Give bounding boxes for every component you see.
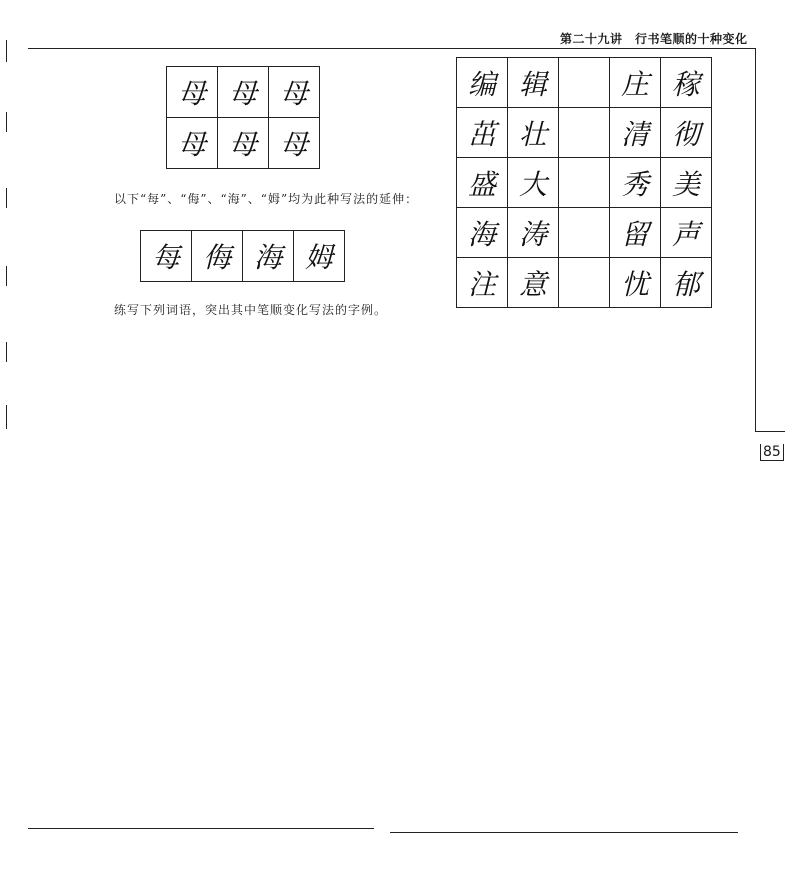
grid-cell: 忧 (610, 258, 661, 308)
practice-word-grid (456, 57, 712, 308)
page-edge-mark (6, 112, 7, 132)
extension-character-grid (140, 230, 345, 282)
grid-cell: 彻 (661, 108, 712, 158)
grid-row (457, 158, 712, 208)
grid-cell: 母 (167, 67, 218, 118)
page-edge-mark (6, 40, 7, 62)
grid-row (457, 108, 712, 158)
grid-cell: 涛 (508, 208, 559, 258)
grid-row (457, 58, 712, 108)
grid-cell: 稼 (661, 58, 712, 108)
grid-cell: 姆 (294, 231, 345, 282)
grid-row (167, 67, 320, 118)
grid-cell: 辑 (508, 58, 559, 108)
grid-cell: 茁 (457, 108, 508, 158)
grid-row (457, 208, 712, 258)
grid-cell (559, 108, 610, 158)
grid-row (457, 258, 712, 308)
grid-cell: 每 (141, 231, 192, 282)
grid-cell (559, 208, 610, 258)
practice-caption: 练写下列词语，突出其中笔顺变化写法的字例。 (114, 303, 388, 317)
header-rule (28, 48, 756, 49)
right-frame-rule (755, 48, 756, 431)
grid-cell: 秀 (610, 158, 661, 208)
grid-cell: 海 (457, 208, 508, 258)
grid-cell: 美 (661, 158, 712, 208)
page-edge-mark (6, 266, 7, 286)
grid-cell: 海 (243, 231, 294, 282)
right-frame-foot (755, 431, 785, 432)
grid-cell: 大 (508, 158, 559, 208)
grid-cell: 壮 (508, 108, 559, 158)
grid-cell: 清 (610, 108, 661, 158)
grid-cell: 郁 (661, 258, 712, 308)
grid-cell: 母 (218, 67, 269, 118)
grid-cell (559, 258, 610, 308)
grid-cell: 母 (269, 118, 320, 169)
grid-cell (559, 58, 610, 108)
grid-cell: 侮 (192, 231, 243, 282)
mu-character-grid (166, 66, 320, 169)
grid-row (167, 118, 320, 169)
grid-cell: 母 (218, 118, 269, 169)
page-number: 85 (760, 444, 784, 461)
grid-cell: 母 (167, 118, 218, 169)
footer-rule-right (390, 832, 738, 833)
grid-cell: 声 (661, 208, 712, 258)
footer-rule-left (28, 828, 374, 829)
grid-row (141, 231, 345, 282)
page-edge-mark (6, 342, 7, 362)
page-edge-mark (6, 188, 7, 208)
extension-caption: 以下“每”、“侮”、“海”、“姆”均为此种写法的延伸： (114, 192, 419, 206)
page-edge-mark (6, 405, 7, 429)
grid-cell: 意 (508, 258, 559, 308)
grid-cell: 母 (269, 67, 320, 118)
grid-cell: 注 (457, 258, 508, 308)
grid-cell: 盛 (457, 158, 508, 208)
grid-cell: 编 (457, 58, 508, 108)
grid-cell: 留 (610, 208, 661, 258)
grid-cell: 庄 (610, 58, 661, 108)
grid-cell (559, 158, 610, 208)
running-header-title: 第二十九讲 行书笔顺的十种变化 (560, 32, 748, 46)
